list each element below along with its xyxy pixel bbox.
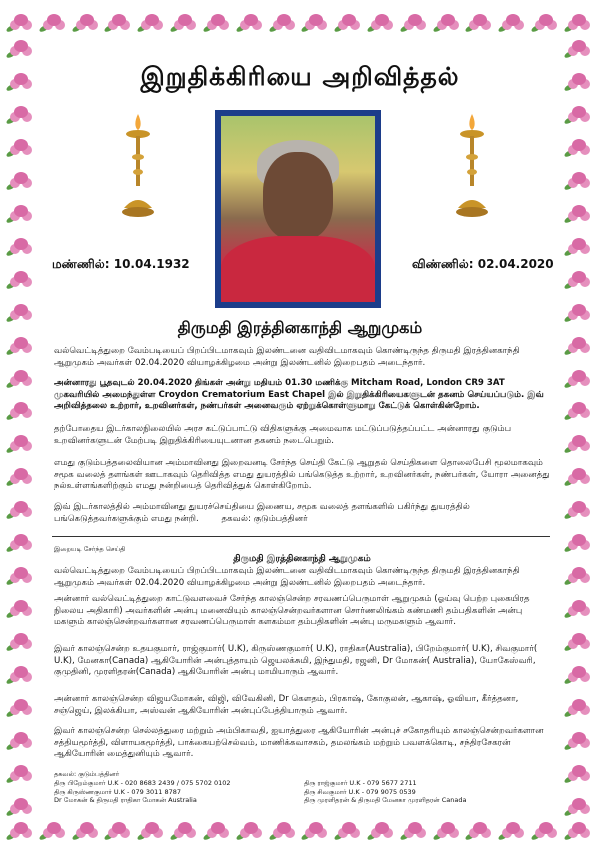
- flower-icon: [566, 236, 592, 258]
- flower-icon: [106, 12, 132, 34]
- contact-line: திரு ராஜ்குமார் U.K - 079 5677 2711: [304, 779, 417, 787]
- flower-icon: [8, 697, 34, 719]
- flower-icon: [8, 269, 34, 291]
- flower-icon: [566, 532, 592, 554]
- section2-paragraph-5: இவர் காலஞ்சென்ற செல்லத்துரை மற்றும் அம்பிகாவதி, ஐயாத்துரை ஆகியோரின் அன்புச் சகோதரியும் காலஞ்சென்றவர்களான சத்தியமூர்த்தி, விளாயகமூர்த்தி, பாக்கையற்செல்வம், மாணிக்கவாசகம், தமலங்கம் மற்றும் பவளக்கொடி, சந்திரசேகரன் ஆகியோரின் மைத்துனியும் ஆவார்.: [54, 726, 544, 759]
- flower-icon: [106, 820, 132, 842]
- flower-icon: [8, 236, 34, 258]
- flower-icon: [369, 820, 395, 842]
- paragraph-2: அன்னாரது பூதவுடல் 20.04.2020 திங்கள் அன்று மதியம் 01.30 மணிக்கு Mitcham Road, London CR9 3AT முகவரியில் அமைந்துள்ள Croydon Crematorium East Chapel இல் இறுதிக்கிரியைகளுடன் தகனம் செய்யப்படும். இவ் அறிவித்தலை உற்றார், உறவினர்கள், நண்பர்கள் அனைவரும் ஏற்றுக்கொள்ளுமாறு கேட்டுக் கொள்கின்றோம்.: [54, 378, 544, 411]
- flower-icon: [8, 598, 34, 620]
- flower-icon: [566, 697, 592, 719]
- flower-icon: [205, 12, 231, 34]
- flower-icon: [8, 532, 34, 554]
- flower-icon: [566, 203, 592, 225]
- flower-icon: [467, 12, 493, 34]
- flower-icon: [402, 820, 428, 842]
- contact-line: திரு பிறேம்குமார் U.K - 020 8683 2439 / 075 5702 0102: [54, 779, 231, 787]
- flower-icon: [238, 820, 264, 842]
- flower-icon: [566, 12, 592, 34]
- flower-icon: [74, 820, 100, 842]
- flower-icon: [500, 820, 526, 842]
- flower-icon: [402, 12, 428, 34]
- contact-line: திரு முரளிதரன் & திருமதி மேனகா முரளிதரன் Canada: [304, 796, 467, 804]
- contact-info: [54, 770, 550, 804]
- flower-icon: [369, 12, 395, 34]
- flower-icon: [566, 368, 592, 390]
- flower-icon: [8, 631, 34, 653]
- section2-heading: இறையடி சேர்ந்த செய்தி: [54, 545, 126, 553]
- flower-icon: [8, 368, 34, 390]
- flower-icon: [566, 466, 592, 488]
- paragraph-3: தற்போதைய இடர்காலநிலையில் அரச கட்டுப்பாட்டு விதிகளுக்கு அமைவாக மட்டுப்படுத்தப்பட்ட அன்னாரது குடும்ப உறவினர்களுடன் மேற்படி இறுதிக்கிரியையுடனான தகனம் நடைபெறும்.: [54, 424, 512, 446]
- flower-icon: [41, 820, 67, 842]
- flower-icon: [303, 12, 329, 34]
- oil-lamp-icon: [452, 112, 492, 222]
- flower-icon: [566, 565, 592, 587]
- flower-icon: [566, 598, 592, 620]
- contact-label: தகவல்: குடும்பத்தினர்: [54, 770, 120, 778]
- flower-icon: [566, 38, 592, 60]
- flower-icon: [336, 12, 362, 34]
- flower-icon: [435, 12, 461, 34]
- flower-icon: [566, 730, 592, 752]
- flower-icon: [566, 796, 592, 818]
- flower-icon: [8, 499, 34, 521]
- flower-border-right: [566, 38, 592, 818]
- flower-icon: [139, 12, 165, 34]
- flower-icon: [566, 104, 592, 126]
- flower-icon: [172, 12, 198, 34]
- section2-name: திருமதி இரத்தினகாந்தி ஆறுமுகம்: [233, 554, 371, 564]
- flower-icon: [271, 12, 297, 34]
- flower-icon: [8, 820, 34, 842]
- deceased-name: திருமதி இரத்தினகாந்தி ஆறுமுகம்: [177, 318, 423, 337]
- contact-line: Dr மோகன் & திருமதி ராதிகா மோகன் Australia: [54, 796, 197, 804]
- flower-icon: [533, 820, 559, 842]
- flower-icon: [566, 137, 592, 159]
- flower-icon: [8, 137, 34, 159]
- paragraph-4: எமது குடும்பத்தலைவியான அம்மாவினது இறைவனடி சேர்ந்த செய்தி கேட்டு ஆறுதல் செய்திகளை தொலைபேசி மூலமாகவும் சமூக வலைத் தளங்கள் ஊடாகவும் தெரிவித்த எமது துயரத்தில் பங்கெடுத்த உற்றார், உறவினர்கள், நண்பர்கள், யோரா அனைத்து நல்உள்ளங்களிற்கும் எமது நன்றியைத் தெரிவித்துக் கொள்கிறோம்.: [54, 458, 550, 491]
- flower-icon: [8, 104, 34, 126]
- flower-icon: [205, 820, 231, 842]
- flower-icon: [566, 269, 592, 291]
- flower-icon: [8, 664, 34, 686]
- flower-icon: [271, 820, 297, 842]
- paragraph-5: இவ் இடர்காலத்தில் அம்மாவினது துயரச்செய்தியை இணைய, சமூக வலைத் தளங்களில் பகிர்ந்து துயரத்தில் பங்கெடுத்தவர்களுக்கும் எமது நன்றி. தகவல்: குடும்பத்தினர்: [54, 502, 470, 524]
- flower-icon: [8, 763, 34, 785]
- flower-icon: [8, 12, 34, 34]
- flower-border-bottom: [8, 820, 592, 842]
- signature: தகவல்: குடும்பத்தினர்: [221, 513, 308, 524]
- section2-paragraph-2: அன்னார் வல்வெட்டித்துறை காட்டுவளவைச் சேர்ந்த காலஞ்சென்ற சரவணப்பெருமாள் ஆறுமுகம் (ஓய்வு பெற்ற புகையிரத நிலைய அதிகாரி) அவர்களின் அன்பு மனைவியும் காலஞ்சென்றவர்களான சொர்ணலிங்கம் கண்மணி தம்பதிகளின் அன்பு மகளும் காலஞ்சென்றவர்களான சரவணப்பெருமாள் களகம்மா தம்பதிகளின் அன்பு மருமகளும் ஆவார்.: [54, 594, 530, 627]
- flower-icon: [467, 820, 493, 842]
- oil-lamp-icon: [118, 112, 158, 222]
- section-divider: [52, 536, 550, 537]
- notice-title: இறுதிக்கிரியை அறிவித்தல்: [140, 62, 460, 91]
- flower-icon: [566, 631, 592, 653]
- flower-icon: [8, 565, 34, 587]
- flower-icon: [8, 400, 34, 422]
- flower-icon: [566, 499, 592, 521]
- flower-icon: [238, 12, 264, 34]
- flower-icon: [8, 38, 34, 60]
- flower-border-left: [8, 38, 34, 818]
- flower-icon: [500, 12, 526, 34]
- portrait-photo: [215, 110, 381, 308]
- flower-icon: [172, 820, 198, 842]
- flower-icon: [566, 820, 592, 842]
- section2-paragraph-4: அன்னார் காலஞ்சென்ற விஜயமோகன், விஜி, விவேகினி, Dr கௌதம், பிரகாஷ், கோகுலன், ஆகாஷ், ஓவியா, கீர்த்தனா, சஞ்ஜெய், இலக்கியா, அஸ்வன் ஆகியோரின் அன்புப்பேத்தியாரும் ஆவார்.: [54, 694, 519, 716]
- flower-icon: [566, 400, 592, 422]
- flower-icon: [566, 170, 592, 192]
- flower-icon: [566, 433, 592, 455]
- birth-date: மண்ணில்: 10.04.1932: [52, 257, 190, 271]
- paragraph-1: வல்வெட்டித்துறை வேம்படியைப் பிறப்பிடமாகவும் இலண்டனை வதிவிடமாகவும் கொண்டிருந்த திருமதி இரத்தினகாந்தி ஆறுமுகம் அவர்கள் 02.04.2020 வியாழக்கிழமை அன்று இலண்டனில் இறைபதம் அடைந்தார்.: [54, 346, 520, 368]
- flower-icon: [8, 203, 34, 225]
- flower-icon: [566, 664, 592, 686]
- flower-icon: [74, 12, 100, 34]
- flower-icon: [8, 170, 34, 192]
- flower-icon: [533, 12, 559, 34]
- contact-line: திரு சிவகுமார் U.K - 079 9075 0539: [304, 787, 416, 796]
- section2-paragraph-3: இவர் காலஞ்சென்ற உதயகுமார், ராஜ்குமார்( U.K), கிருஸ்ணகுமார்( U.K), ராதிகா(Australia), பிறேம்குமார்( U.K), சிவகுமார்( U.K), மேனகா(Canada) ஆகியோரின் அன்புத்தாயும் ஜெயலக்சுமி, இந்துமதி, ரஜனி, Dr மோகன்( Australia), யோகேஸ்வரி, குமுதினி, முரளிதரன்(Canada) ஆகியோரின் அன்பு மாமியாரும் ஆவார்.: [54, 644, 538, 677]
- death-date: விண்ணில்: 02.04.2020: [412, 257, 554, 271]
- flower-icon: [8, 796, 34, 818]
- flower-border-top: [8, 12, 592, 34]
- flower-icon: [435, 820, 461, 842]
- contact-line: திரு கிருஸ்ணகுமார் U.K - 079 3011 8787: [54, 787, 182, 796]
- flower-icon: [566, 763, 592, 785]
- flower-icon: [139, 820, 165, 842]
- flower-icon: [8, 730, 34, 752]
- section2-paragraph-1: வல்வெட்டித்துறை வேம்படியைப் பிறப்பிடமாகவும் இலண்டனை வதிவிடமாகவும் கொண்டிருந்த திருமதி இரத்தினகாந்தி ஆறுமுகம் அவர்கள் 02.04.2020 வியாழக்கிழமை அன்று இலண்டனில் இறைபதம் அடைந்தார்.: [54, 566, 520, 588]
- flower-icon: [41, 12, 67, 34]
- flower-icon: [8, 466, 34, 488]
- flower-icon: [336, 820, 362, 842]
- flower-icon: [303, 820, 329, 842]
- flower-icon: [8, 433, 34, 455]
